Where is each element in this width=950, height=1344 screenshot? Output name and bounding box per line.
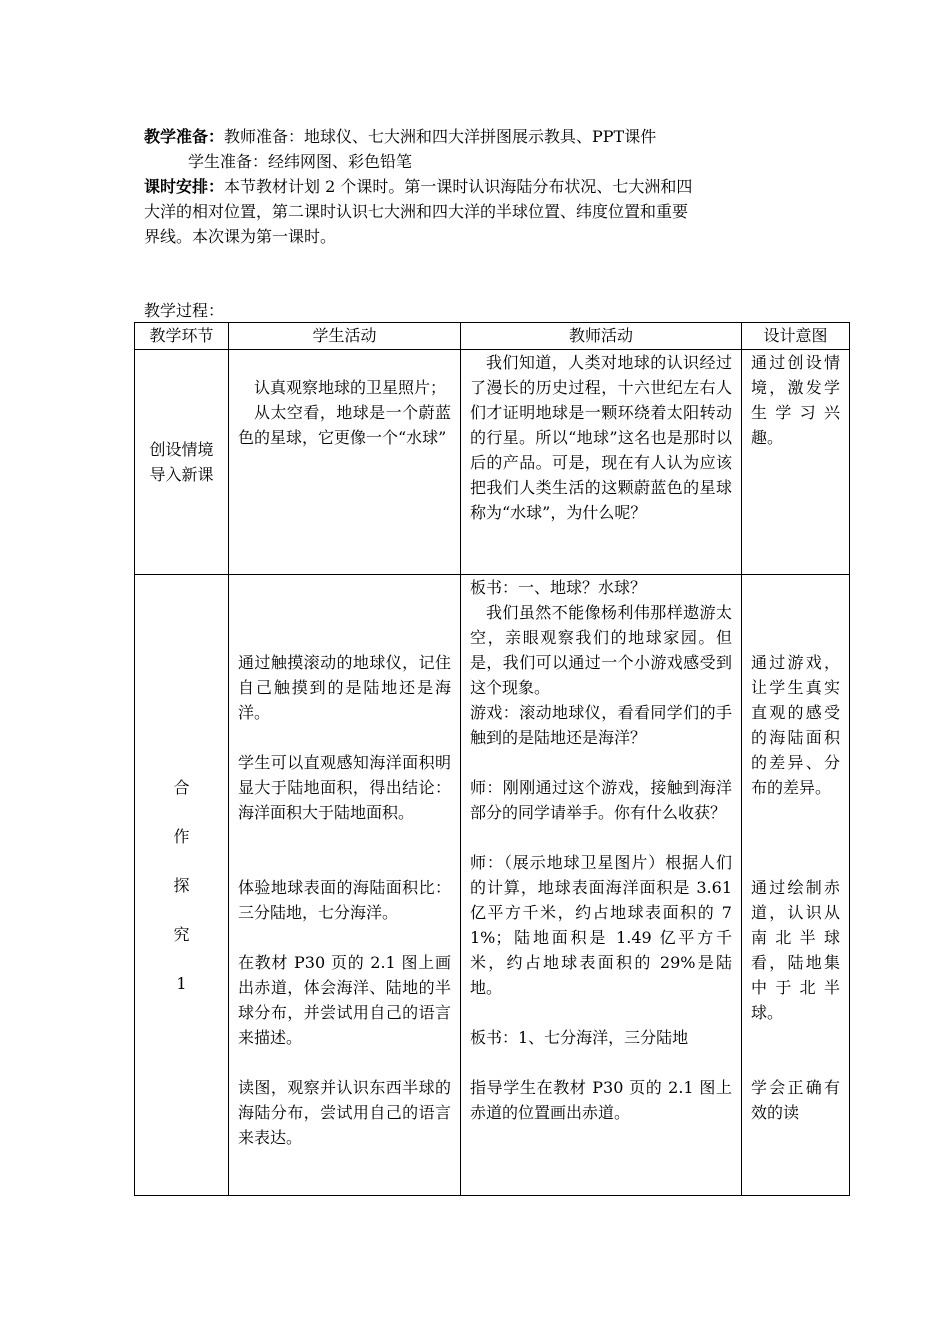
teacher-paragraph: 板书：一、地球？水球？	[470, 578, 647, 597]
stage-char: 1	[176, 973, 187, 993]
schedule-line3: 界线。本次课为第一课时。	[144, 227, 337, 246]
teacher-paragraph: 游戏：滚动地球仪，看看同学们的手触到的是陆地还是海洋？	[470, 703, 732, 747]
stage-char: 究	[173, 924, 190, 944]
stage-cell	[135, 575, 229, 1196]
schedule-line1	[144, 174, 812, 199]
student-activity-cell	[229, 575, 461, 1196]
intent-paragraph: 通过绘制赤道，认识从南北半球看，陆地集中于北半球。	[751, 878, 840, 1022]
intent-paragraph: 通过游戏，让学生真实直观的感受的海陆面积的差异、分布的差异。	[751, 653, 840, 797]
prep-student: 学生准备：经纬网图、彩色铅笔	[188, 152, 413, 171]
student-paragraph: 在教材 P30 页的 2.1 图上画出赤道，体会海洋、陆地的半球分布，并尝试用自己的语言来描述。	[238, 953, 451, 1047]
stage-cell	[135, 350, 229, 575]
intent-cell	[742, 350, 850, 575]
prep-teacher-line	[144, 124, 812, 149]
prep-teacher: 教师准备：地球仪、七大洲和四大洋拼图展示教具、PPT课件	[224, 127, 657, 146]
teacher-paragraph: 师：（展示地球卫星图片）根据人们的计算，地球表面海洋面积是 3.61 亿平方千米，约占地球表面积的 71%；陆地面积是 1.49 亿平方千米，约占地球表面积的 29%是陆地。	[470, 853, 732, 997]
lesson-table	[134, 322, 850, 1196]
stage-char: 合	[173, 777, 190, 797]
stage-char: 探	[173, 875, 190, 895]
header-stage: 教学环节	[135, 323, 229, 350]
header-teacher: 教师活动	[461, 323, 742, 350]
teacher-paragraph: 我们虽然不能像杨利伟那样遨游太空，亲眼观察我们的地球家园。但是，我们可以通过一个小游戏感受到这个现象。	[470, 603, 732, 697]
student-paragraph: 从太空看，地球是一个蔚蓝色的星球，它更像一个“水球”	[238, 403, 451, 447]
teacher-paragraph: 我们知道，人类对地球的认识经过了漫长的历史过程，十六世纪左右人们才证明地球是一颗环绕着太阳转动的行星。所以“地球”这名也是那时以后的产品。可是，现在有人认为应该把我们人类生活的这颗蔚蓝色的星球称为“水球”，为什么呢？	[470, 353, 732, 522]
table-header-row	[135, 323, 850, 350]
table-row	[135, 350, 850, 575]
student-paragraph: 认真观察地球的卫星照片；	[254, 378, 447, 397]
student-paragraph: 体验地球表面的海陆面积比：三分陆地，七分海洋。	[238, 878, 451, 922]
student-paragraph: 学生可以直观感知海洋面积明显大于陆地面积，得出结论：海洋面积大于陆地面积。	[238, 753, 451, 822]
teacher-paragraph: 板书：1、七分海洋，三分陆地	[470, 1028, 689, 1047]
schedule-text-1: 本节教材计划 2 个课时。第一课时认识海陆分布状况、七大洲和四	[224, 177, 693, 196]
stage-line: 导入新课	[149, 465, 214, 484]
intent-cell	[742, 575, 850, 1196]
header-intent: 设计意图	[742, 323, 850, 350]
teacher-activity-cell	[461, 350, 742, 575]
intent-paragraph: 学会正确有效的读	[751, 1078, 840, 1122]
teacher-activity-cell	[461, 575, 742, 1196]
process-label: 教学过程：	[144, 301, 225, 320]
schedule-label: 课时安排：	[144, 177, 225, 196]
schedule-line2: 大洋的相对位置，第二课时认识七大洲和四大洋的半球位置、纬度位置和重要	[144, 202, 689, 221]
student-activity-cell	[229, 350, 461, 575]
teacher-paragraph: 指导学生在教材 P30 页的 2.1 图上赤道的位置画出赤道。	[470, 1078, 732, 1122]
teacher-paragraph: 师：刚刚通过这个游戏，接触到海洋部分的同学请举手。你有什么收获？	[470, 778, 732, 822]
stage-line: 创设情境	[149, 440, 214, 459]
prep-label: 教学准备：	[144, 127, 225, 146]
table-row	[135, 575, 850, 1196]
header-student: 学生活动	[229, 323, 461, 350]
student-paragraph: 通过触摸滚动的地球仪，记住自己触摸到的是陆地还是海洋。	[238, 653, 451, 722]
stage-char: 作	[173, 826, 190, 846]
intent-paragraph: 通过创设情境，激发学生学习兴趣。	[751, 353, 840, 447]
student-paragraph: 读图，观察并认识东西半球的海陆分布，尝试用自己的语言来表达。	[238, 1078, 451, 1147]
lesson-intro	[144, 124, 812, 249]
